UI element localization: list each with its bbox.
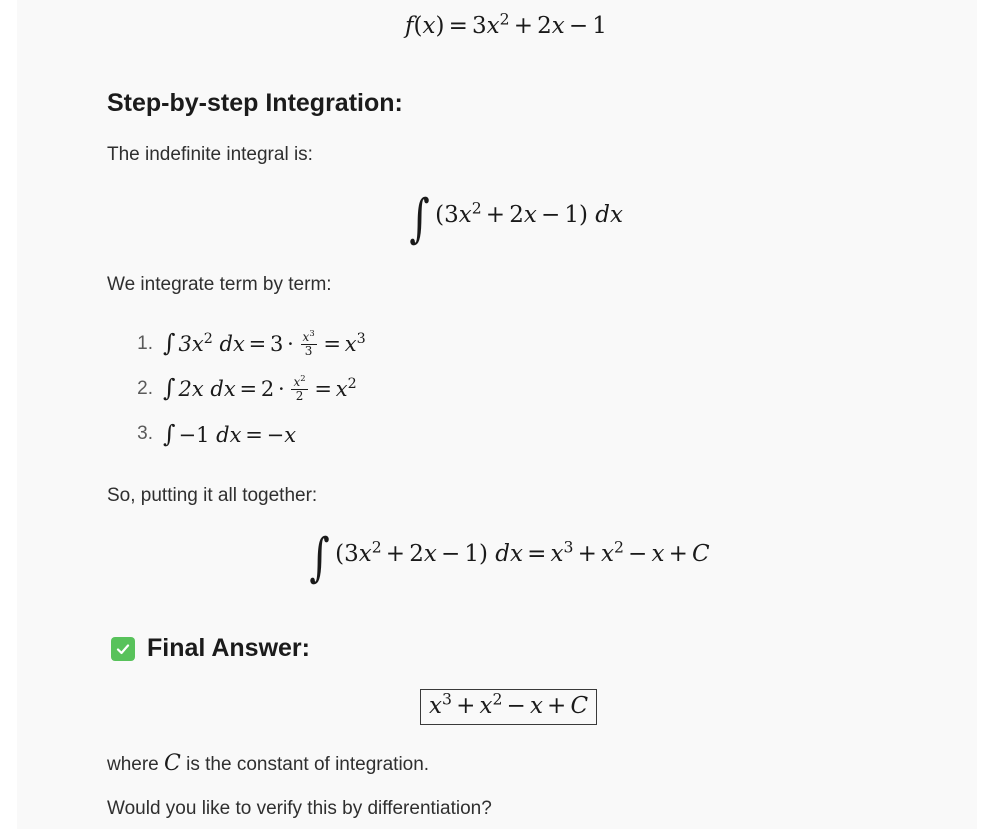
step-integrand: 3x	[178, 332, 204, 356]
list-item	[119, 327, 366, 361]
boxed-t1: x	[429, 693, 442, 719]
step-exp: 2	[203, 331, 213, 347]
step-expression: ∫ $3x^2$ dx = 3 · $\frac{x^3}{3}$ = $x^3$	[163, 328, 366, 358]
integrand-coef2: 2	[409, 541, 424, 567]
integral-sign: ∫	[163, 329, 176, 357]
frac-den: 3	[304, 344, 313, 358]
integral-display: ∫ $(3x^2 + 2x - 1)$ dx	[409, 189, 623, 249]
step-dx: dx	[216, 423, 242, 447]
formula-const: 1	[592, 13, 607, 39]
note-prefix: where	[107, 754, 159, 775]
integral-sign: ∫	[409, 189, 430, 249]
formula-coef2: 2	[537, 13, 552, 39]
followup-question: Would you like to verify this by differentiation?	[107, 798, 492, 819]
result-constant: C	[691, 541, 710, 567]
result-t3: x	[651, 541, 665, 567]
fraction	[301, 328, 317, 358]
boxed-constant: C	[570, 693, 589, 719]
integral-sign: ∫	[163, 374, 176, 402]
top-formula: $f(x) = 3x^2 + 2x - 1$	[405, 9, 607, 39]
constant-note	[107, 752, 429, 777]
step-result-exp: 2	[347, 376, 357, 392]
step-expression: ∫ −1 dx = −x	[163, 420, 297, 448]
note-suffix: is the constant of integration.	[186, 754, 430, 775]
integrand-exp: 2	[371, 537, 382, 557]
integrand-exp: 2	[471, 198, 482, 218]
result-t2: x	[600, 541, 614, 567]
integrand-x1: x	[358, 541, 372, 567]
step-number: 1.	[137, 333, 153, 354]
final-answer-label: Final Answer:	[147, 634, 310, 662]
integral-sign: ∫	[163, 420, 176, 448]
step-number: 2.	[137, 378, 153, 399]
term-intro: We integrate term by term:	[107, 274, 332, 295]
boxed-answer: $x^3 + x^2 - x + C$	[420, 689, 597, 725]
formula-x2: x	[551, 13, 565, 39]
integrand-x1: x	[458, 202, 472, 228]
step-result: x	[335, 377, 348, 401]
step-mult: 2	[260, 377, 275, 401]
list-item	[119, 417, 296, 451]
integral-sign: ∫	[309, 528, 330, 588]
list-item	[119, 372, 357, 406]
step-dx: dx	[219, 332, 245, 356]
frac-exp: 2	[300, 373, 306, 383]
step-integrand: −1	[178, 423, 210, 447]
formula-x1: x	[486, 13, 500, 39]
boxed-t2: x	[479, 693, 493, 719]
integrand-const: 1	[464, 541, 479, 567]
frac-den: 2	[295, 389, 304, 403]
integrand-x2: x	[523, 202, 537, 228]
integrand-const: 1	[564, 202, 579, 228]
integrand-coef1: 3	[444, 202, 459, 228]
formula-var: x	[422, 13, 436, 39]
step-result: x	[344, 332, 357, 356]
step-result-exp: 3	[356, 331, 366, 347]
boxed-t1-exp: 3	[441, 689, 452, 709]
final-answer-heading	[111, 634, 310, 663]
intro-text: The indefinite integral is:	[107, 144, 313, 165]
frac-num: x	[293, 375, 301, 389]
step-number: 3.	[137, 423, 153, 444]
note-symbol: C	[164, 751, 181, 776]
step-result: −x	[266, 423, 297, 447]
formula-func: f	[405, 13, 414, 39]
integrand-coef2: 2	[509, 202, 524, 228]
integrand-coef1: 3	[344, 541, 359, 567]
check-mark-icon	[115, 641, 131, 657]
frac-exp: 3	[309, 328, 315, 338]
fraction	[291, 373, 307, 403]
boxed-t2-exp: 2	[492, 689, 503, 709]
result-t2-exp: 2	[613, 537, 624, 557]
check-icon	[111, 637, 135, 661]
step-dx: dx	[210, 377, 236, 401]
together-text: So, putting it all together:	[107, 485, 318, 506]
formula-exp: 2	[499, 9, 510, 29]
step-integrand: 2x	[178, 377, 204, 401]
formula-coef1: 3	[472, 13, 487, 39]
section-heading: Step-by-step Integration:	[107, 89, 403, 117]
frac-num: x	[302, 330, 310, 344]
result-t1-exp: 3	[563, 537, 574, 557]
integrand-differential: dx	[595, 202, 623, 228]
integrand-x2: x	[423, 541, 437, 567]
result-t1: x	[550, 541, 564, 567]
full-result: ∫ $(3x^2 + 2x - 1)$ dx = $x^3 + x^2 - x + C$	[309, 528, 710, 588]
integrand-differential: dx	[495, 541, 523, 567]
boxed-t3: x	[529, 693, 543, 719]
step-expression: ∫ 2x dx = 2 · $\frac{x^2}{2}$ = $x^2$	[163, 373, 357, 403]
step-mult: 3	[269, 332, 284, 356]
